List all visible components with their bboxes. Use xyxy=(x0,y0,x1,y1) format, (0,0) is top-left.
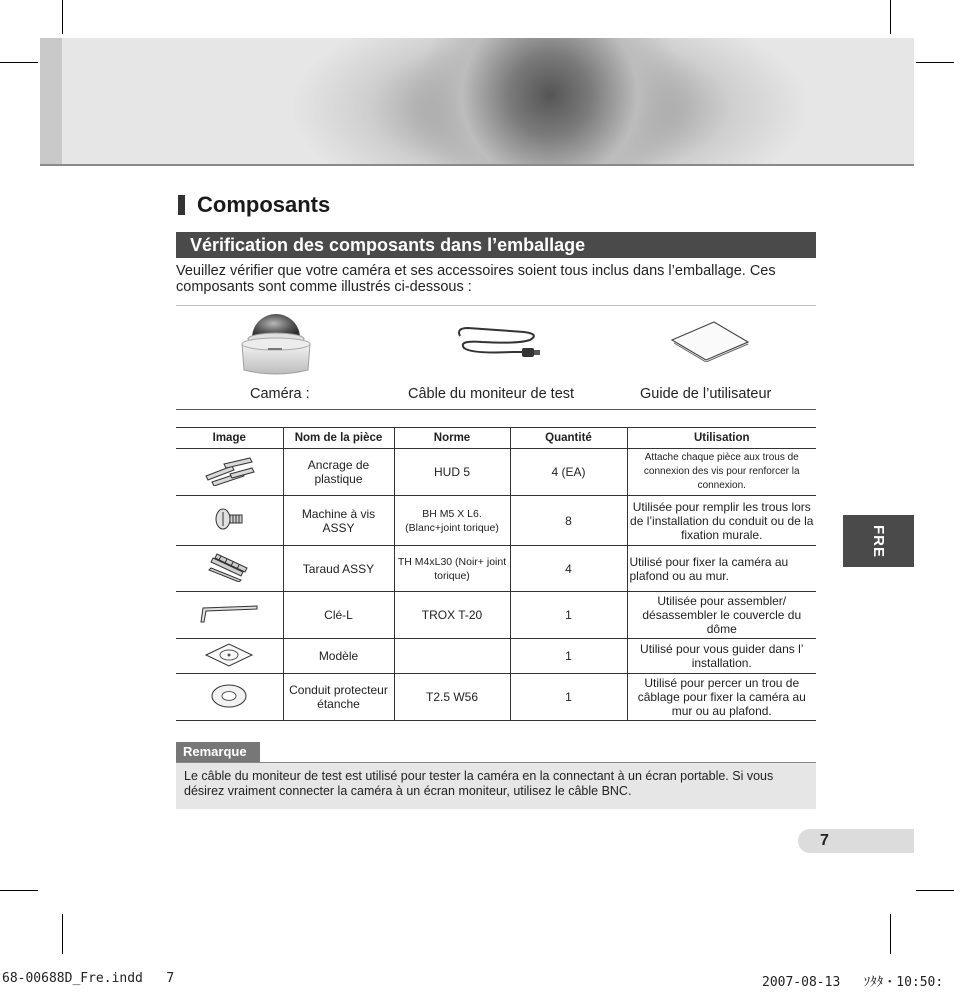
tapping-screw-icon xyxy=(207,552,251,582)
table-cell-norme: T2.5 W56 xyxy=(394,674,510,721)
column-header: Norme xyxy=(394,428,510,449)
table-cell-quantity: 4 (EA) xyxy=(510,449,627,496)
crop-mark xyxy=(0,890,38,891)
table-cell-usage: Attache chaque pièce aux trous de connexion des vis pour renforcer la connexion. xyxy=(627,449,816,496)
table-cell-quantity: 8 xyxy=(510,496,627,546)
table-cell-norme: TROX T-20 xyxy=(394,592,510,639)
table-cell-norme: TH M4xL30 (Noir+ joint torique) xyxy=(394,546,510,592)
dome-camera-icon xyxy=(238,308,314,380)
l-wrench-icon xyxy=(197,604,261,624)
manual-icon xyxy=(668,320,752,362)
language-tab-label: FRE xyxy=(870,524,887,558)
table-row xyxy=(176,449,816,496)
section-title xyxy=(178,192,330,218)
template-icon xyxy=(204,642,254,668)
table-cell-image xyxy=(176,674,283,721)
table-cell-norme: BH M5 X L6. (Blanc+joint torique) xyxy=(394,496,510,546)
language-tab xyxy=(843,515,914,567)
intro-paragraph: Veuillez vérifier que votre caméra et ses accessoires soient tous inclus dans l’emballage. Ces composants sont comme illustrés ci-dessous : xyxy=(176,263,776,295)
table-cell-name: Taraud ASSY xyxy=(283,546,394,592)
crop-mark xyxy=(916,62,954,63)
column-header: Quantité xyxy=(510,428,627,449)
protector-ring-icon xyxy=(209,682,249,710)
table-cell-quantity: 1 xyxy=(510,592,627,639)
table-cell-usage: Utilisé pour vous guider dans l’ installation. xyxy=(627,639,816,674)
column-header: Image xyxy=(176,428,283,449)
table-row xyxy=(176,496,816,546)
table-cell-quantity: 1 xyxy=(510,639,627,674)
component-label-camera: Caméra : xyxy=(250,386,310,402)
table-row xyxy=(176,674,816,721)
parts-table xyxy=(176,427,816,721)
crop-mark xyxy=(62,0,63,34)
table-cell-image xyxy=(176,592,283,639)
divider xyxy=(176,305,816,306)
crop-mark xyxy=(916,890,954,891)
footer-file: 68-00688D_Fre.indd 7 xyxy=(2,971,175,986)
page-number: 7 xyxy=(798,829,914,853)
table-cell-norme xyxy=(394,639,510,674)
table-header-row xyxy=(176,428,816,449)
remark-tag: Remarque xyxy=(176,742,260,762)
table-row xyxy=(176,592,816,639)
footer-timestamp: 2007-08-13 ｿﾀﾀ・10:50: xyxy=(762,975,944,990)
table-cell-image xyxy=(176,639,283,674)
section-title-text: Composants xyxy=(197,192,331,217)
table-cell-name: Modèle xyxy=(283,639,394,674)
table-row xyxy=(176,546,816,592)
camera-lens-image xyxy=(380,38,720,164)
table-cell-name: Clé-L xyxy=(283,592,394,639)
table-cell-image xyxy=(176,496,283,546)
table-cell-image xyxy=(176,449,283,496)
crop-mark xyxy=(890,0,891,34)
plastic-anchor-icon xyxy=(202,456,256,486)
table-row xyxy=(176,639,816,674)
table-cell-usage: Utilisée pour assembler/ désassembler le couvercle du dôme xyxy=(627,592,816,639)
component-label-guide: Guide de l’utilisateur xyxy=(640,386,772,402)
column-header: Utilisation xyxy=(627,428,816,449)
table-cell-usage: Utilisé pour percer un trou de câblage pour fixer la caméra au mur ou au plafond. xyxy=(627,674,816,721)
table-cell-name: Conduit protecteur étanche xyxy=(283,674,394,721)
title-bar-marker xyxy=(178,195,185,215)
column-header: Nom de la pièce xyxy=(283,428,394,449)
header-banner xyxy=(40,38,914,166)
table-cell-usage: Utilisée pour remplir les trous lors de l’installation du conduit ou de la fixation murale. xyxy=(627,496,816,546)
crop-mark xyxy=(890,914,891,954)
crop-mark xyxy=(62,914,63,954)
remark-text: Le câble du moniteur de test est utilisé pour tester la caméra en la connectant à un écran portable. Si vous désirez vraiment connecter la caméra à un écran moniteur, utilisez le câble BNC. xyxy=(176,763,816,809)
table-cell-quantity: 4 xyxy=(510,546,627,592)
banner-stripe xyxy=(40,38,62,164)
table-cell-quantity: 1 xyxy=(510,674,627,721)
divider xyxy=(176,409,816,410)
component-label-cable: Câble du moniteur de test xyxy=(408,386,575,402)
table-cell-norme: HUD 5 xyxy=(394,449,510,496)
cable-icon xyxy=(452,322,548,366)
table-cell-usage: Utilisé pour fixer la caméra au plafond ou au mur. xyxy=(627,546,816,592)
table-cell-image xyxy=(176,546,283,592)
machine-screw-icon xyxy=(214,506,244,532)
table-cell-name: Machine à vis ASSY xyxy=(283,496,394,546)
crop-mark xyxy=(0,62,38,63)
subheading: Vérification des composants dans l’emballage xyxy=(176,232,816,258)
table-cell-name: Ancrage de plastique xyxy=(283,449,394,496)
